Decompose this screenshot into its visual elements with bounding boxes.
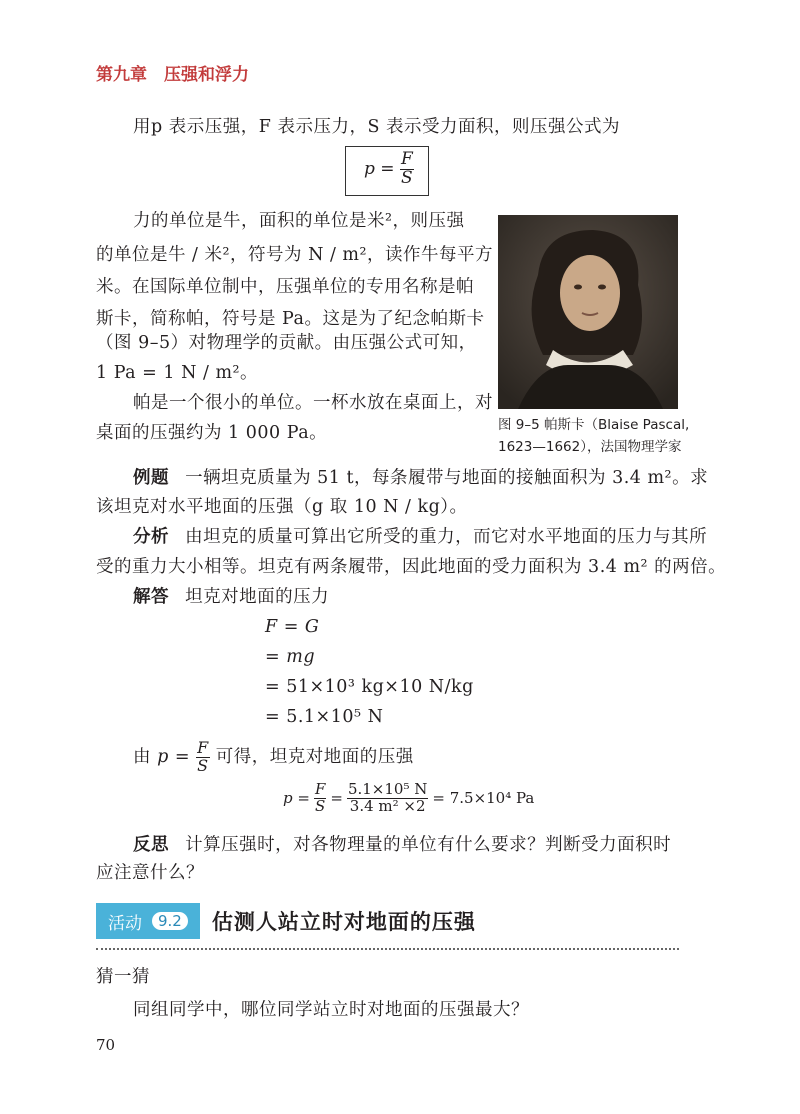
para2-line2: 桌面的压强约为 1 000 Pa。: [96, 423, 328, 443]
figure-caption: [498, 414, 689, 458]
formula-numerator: F: [400, 149, 413, 169]
equation-4: = 5.1×10⁵ N: [265, 707, 384, 727]
final-fraction-2: [347, 782, 428, 815]
analysis-text1: 由坦克的质量可算出它所受的重力，而它对水平地面的压力与其所: [185, 527, 708, 547]
by-formula-lhs: p =: [157, 746, 191, 767]
by-formula-denominator: S: [197, 755, 209, 775]
analysis-line2: 受的重力大小相等。坦克有两条履带，因此地面的受力面积为 3.4 m² 的两倍。: [96, 557, 727, 577]
activity-tag-label: 活动: [108, 913, 142, 934]
pascal-portrait: [498, 215, 678, 409]
para1-line4: 斯卡，简称帕，符号是 Pa。这是为了纪念帕斯卡: [96, 309, 485, 329]
example-line1: [133, 463, 708, 493]
activity-number: 9.2: [150, 910, 190, 932]
analysis-label: 分析: [133, 527, 169, 547]
intro-text: 用p 表示压强，F 表示压力，S 表示受力面积，则压强公式为: [133, 117, 621, 137]
para1-line1: 力的单位是牛，面积的单位是米²，则压强: [133, 211, 465, 231]
by-formula-fraction: [196, 740, 210, 775]
activity-tag: [96, 903, 200, 939]
equation-3: = 51×10³ kg×10 N/kg: [265, 677, 474, 697]
by-prefix: 由: [133, 746, 151, 767]
example-text1: 一辆坦克质量为 51 t，每条履带与地面的接触面积为 3.4 m²。求: [185, 468, 709, 488]
example-line2: 该坦克对水平地面的压强（g 取 10 N / kg）。: [96, 497, 468, 517]
formula-fraction: [400, 151, 414, 188]
caption-line2: 1623—1662），法国物理学家: [498, 439, 682, 455]
para1-line2: 的单位是牛 / 米²，符号为 N / m²，读作牛每平方: [96, 245, 494, 265]
by-suffix: 可得，坦克对地面的压强: [215, 746, 414, 767]
reflection-text1: 计算压强时，对各物理量的单位有什么要求？判断受力面积时: [185, 835, 672, 855]
equation-1: F = G: [265, 617, 320, 637]
final-result: = 7.5×10⁴ Pa: [432, 789, 535, 808]
para1-line3: 米。在国际单位制中，压强单位的专用名称是帕: [96, 277, 474, 297]
activity-title: 估测人站立时对地面的压强: [211, 910, 476, 934]
pressure-formula-box: [345, 146, 429, 196]
final-frac1-den: S: [315, 796, 326, 815]
page-number: 70: [96, 1036, 116, 1054]
solution-text1: 坦克对地面的压力: [185, 587, 330, 607]
reflection-line2: 应注意什么？: [96, 863, 204, 883]
solution-line1: [133, 582, 329, 612]
final-calculation: p = $\frac{F}{S}$ = $\frac{\text{5.1×10⁵ N}}{\text{3.4 m² ×2}}$ = 7.5×10⁴ Pa: [283, 780, 535, 815]
by-formula-numerator: F: [197, 738, 209, 757]
guess-text: 同组同学中，哪位同学站立时对地面的压强最大？: [133, 1000, 529, 1020]
final-lhs: p =: [283, 789, 310, 808]
equation-2: = mg: [265, 647, 316, 667]
para1-line5: （图 9–5）对物理学的贡献。由压强公式可知，: [96, 333, 477, 353]
activity-header: [96, 903, 476, 939]
solution-label: 解答: [133, 587, 169, 607]
dotted-divider: [96, 948, 679, 950]
para1-line6: 1 Pa = 1 N / m²。: [96, 363, 259, 383]
final-frac1-num: F: [314, 780, 326, 798]
reflection-label: 反思: [133, 835, 169, 855]
final-frac2-num: 5.1×10⁵ N: [347, 780, 428, 798]
example-label: 例题: [133, 468, 169, 488]
analysis-line1: [133, 522, 707, 552]
final-frac2-den: 3.4 m² ×2: [349, 796, 426, 815]
formula-denominator: S: [401, 167, 413, 188]
by-formula-line: [133, 740, 414, 775]
para2-line1: 帕是一个很小的单位。一杯水放在桌面上，对: [133, 393, 493, 413]
final-fraction-1: [314, 782, 326, 815]
reflection-line1: [133, 830, 671, 860]
formula-lhs: p =: [364, 158, 395, 179]
caption-line1: 图 9–5 帕斯卡（Blaise Pascal,: [498, 417, 690, 433]
chapter-header: 第九章 压强和浮力: [96, 65, 249, 85]
guess-heading: 猜一猜: [96, 967, 150, 987]
